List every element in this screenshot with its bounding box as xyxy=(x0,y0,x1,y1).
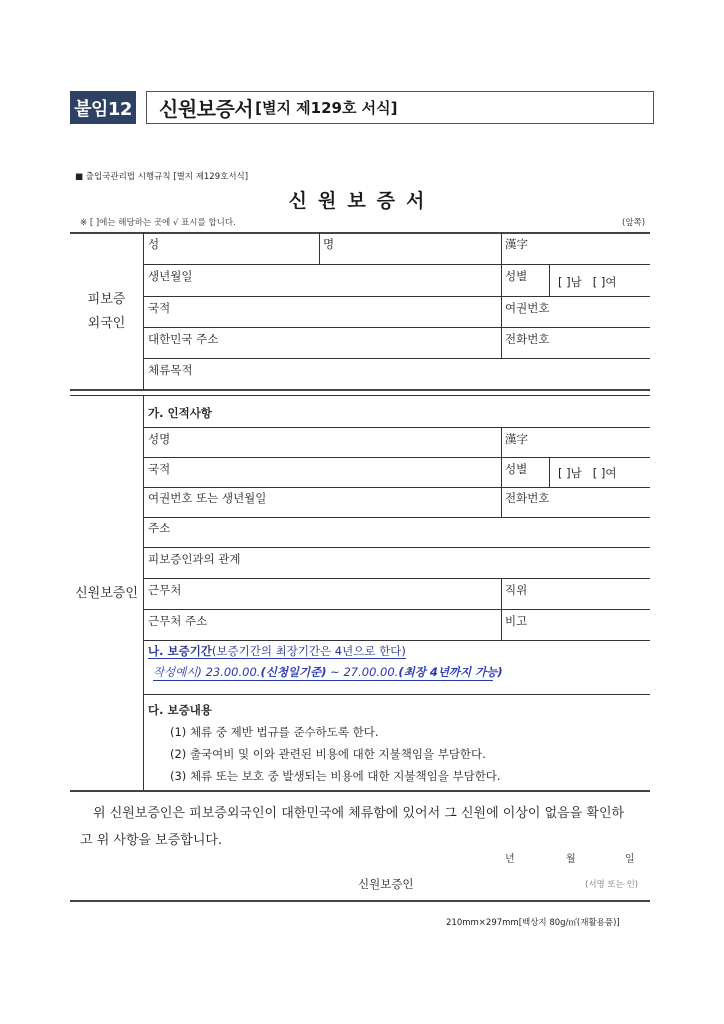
birth-date-field[interactable]: 생년월일 xyxy=(148,269,193,283)
example-start-note: (신청일기준) xyxy=(260,665,327,679)
phone-field[interactable]: 전화번호 xyxy=(505,332,550,346)
row-divider xyxy=(143,487,650,488)
section-a-title: 가. 인적사항 xyxy=(148,406,212,420)
sex-checkboxes[interactable]: [ ]남 [ ]여 xyxy=(558,275,617,289)
row-divider xyxy=(70,395,650,396)
row-divider xyxy=(143,427,650,428)
section-b-underline xyxy=(148,658,406,659)
row-divider xyxy=(143,264,650,265)
date-day-label[interactable]: 일 xyxy=(625,854,635,865)
row-divider xyxy=(143,296,650,297)
signature-field[interactable]: (서명 또는 인) xyxy=(585,880,639,890)
example-max-note: (최장 4년까지 가능) xyxy=(398,665,503,679)
column-divider xyxy=(549,457,550,487)
guarantor-nationality-field[interactable]: 국적 xyxy=(148,462,171,476)
signer-label: 신원보증인 xyxy=(358,877,414,891)
label-column-divider xyxy=(143,395,144,791)
workplace-field[interactable]: 근무처 xyxy=(148,583,182,597)
relation-field[interactable]: 피보증인과의 관계 xyxy=(148,552,241,566)
sex-label: 성별 xyxy=(505,269,528,283)
date-month-label[interactable]: 월 xyxy=(566,854,576,865)
guarantor-group-label: 신원보증인 xyxy=(75,586,138,601)
period-example xyxy=(153,664,503,680)
column-divider xyxy=(501,427,502,457)
row-divider xyxy=(143,547,650,548)
attachment-badge: 붙임12 xyxy=(70,91,136,124)
foreigner-group-label xyxy=(70,288,143,336)
section-b-title: 나. 보증기간 xyxy=(148,644,212,658)
table-section-border xyxy=(70,389,650,391)
example-underline xyxy=(153,680,493,681)
paper-spec-footer: 210mm×297mm[백상지 80g/㎡(재활용품)] xyxy=(446,918,620,928)
footer-rule xyxy=(70,900,650,902)
guarantor-phone-field[interactable]: 전화번호 xyxy=(505,491,550,505)
content-item-1: (1) 체류 중 제반 법규를 준수하도록 한다. xyxy=(170,725,379,739)
header-subtitle: [별지 제129호 서식] xyxy=(255,99,398,117)
column-divider xyxy=(501,578,502,640)
content-item-2: (2) 출국여비 및 이와 관련된 비용에 대한 지불책임을 부담한다. xyxy=(170,747,486,761)
row-divider xyxy=(143,358,650,359)
date-year-label[interactable]: 년 xyxy=(505,854,515,865)
section-c-title: 다. 보증내용 xyxy=(148,703,212,717)
hanja-field[interactable]: 漢字 xyxy=(505,237,528,251)
column-divider xyxy=(501,232,502,264)
guarantor-passport-birth-field[interactable]: 여권번호 또는 생년월일 xyxy=(148,491,267,505)
korea-address-field[interactable]: 대한민국 주소 xyxy=(148,332,219,346)
surname-field[interactable]: 성 xyxy=(148,237,160,251)
row-divider xyxy=(143,609,650,610)
law-reference: ■ 출입국관리법 시행규칙 [별지 제129호서식] xyxy=(75,172,249,182)
given-name-field[interactable]: 명 xyxy=(323,237,335,251)
declaration-line-2: 고 위 사항을 보증합니다. xyxy=(80,833,223,848)
row-divider xyxy=(143,457,650,458)
row-divider xyxy=(143,694,650,695)
header-title-box xyxy=(146,91,654,124)
guarantor-hanja-field[interactable]: 漢字 xyxy=(505,432,528,446)
table-bottom-border xyxy=(70,790,650,792)
guarantor-sex-checkboxes[interactable]: [ ]남 [ ]여 xyxy=(558,466,617,480)
column-divider xyxy=(501,457,502,517)
form-title: 신원보증서 xyxy=(288,190,436,212)
example-end-date: ~ 27.00.00. xyxy=(326,665,399,679)
checkbox-note: ※ [ ]에는 해당하는 곳에 √ 표시를 합니다. xyxy=(80,218,236,228)
guarantor-address-field[interactable]: 주소 xyxy=(148,521,171,535)
label-column-divider xyxy=(143,232,144,390)
example-prefix: 작성예시) 23.00.00. xyxy=(153,665,261,679)
remarks-field[interactable]: 비고 xyxy=(505,614,528,628)
nationality-field[interactable]: 국적 xyxy=(148,301,171,315)
row-divider xyxy=(143,578,650,579)
column-divider xyxy=(319,232,320,264)
row-divider xyxy=(143,640,650,641)
header-title: 신원보증서 xyxy=(159,97,254,121)
passport-field[interactable]: 여권번호 xyxy=(505,301,550,315)
foreigner-label-line1: 피보증 xyxy=(87,292,126,307)
table-top-border xyxy=(70,232,650,234)
guarantor-sex-label: 성별 xyxy=(505,462,528,476)
stay-purpose-field[interactable]: 체류목적 xyxy=(148,363,193,377)
row-divider xyxy=(143,517,650,518)
content-item-3: (3) 체류 또는 보호 중 발생되는 비용에 대한 지불책임을 부담한다. xyxy=(170,769,501,783)
workplace-address-field[interactable]: 근무처 주소 xyxy=(148,614,208,628)
guarantor-name-field[interactable]: 성명 xyxy=(148,432,171,446)
page-side-note: (앞쪽) xyxy=(622,218,646,228)
section-b-note: (보증기간의 최장기간은 4년으로 한다) xyxy=(211,644,406,658)
row-divider xyxy=(143,327,650,328)
declaration-line-1: 위 신원보증인은 피보증외국인이 대한민국에 체류함에 있어서 그 신원에 이상이 없음을 확인하 xyxy=(93,806,625,821)
column-divider xyxy=(501,264,502,359)
section-b-heading xyxy=(148,643,406,659)
position-field[interactable]: 직위 xyxy=(505,583,528,597)
column-divider xyxy=(549,264,550,296)
foreigner-label-line2: 외국인 xyxy=(87,316,126,331)
